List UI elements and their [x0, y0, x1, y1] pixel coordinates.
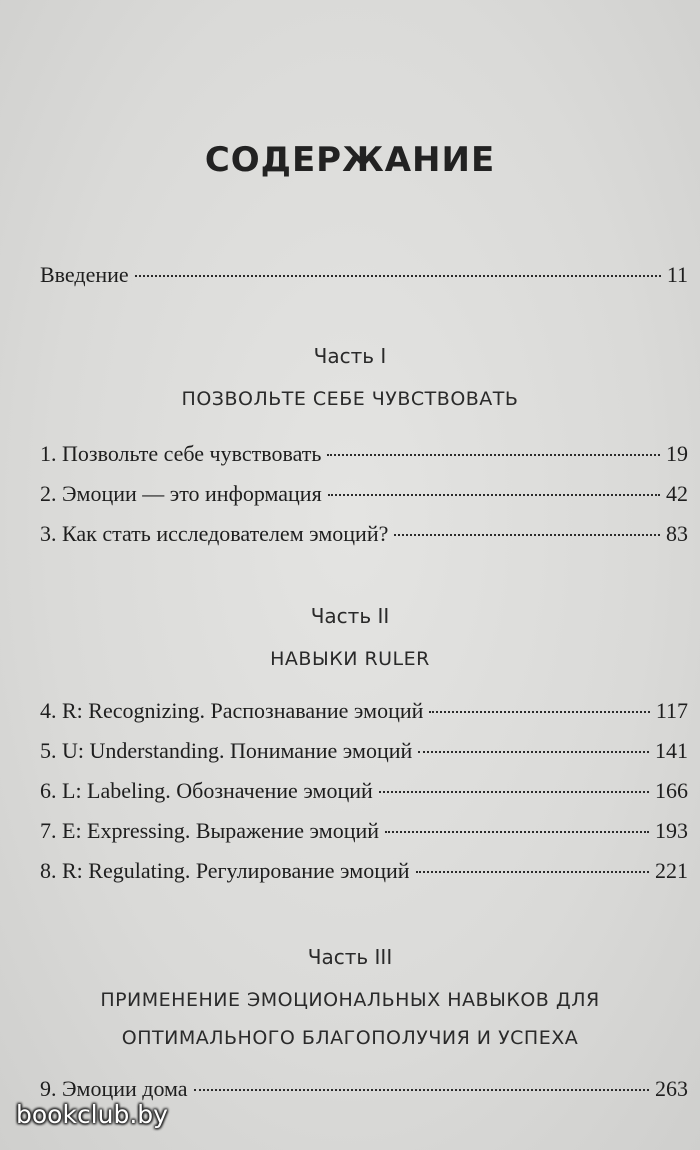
toc-entry-label: 6. L: Labeling. Обозначение эмоций: [40, 778, 373, 803]
part-title: ОПТИМАЛЬНОГО БЛАГОПОЛУЧИЯ И УСПЕХА: [121, 1027, 579, 1049]
dot-leader: [379, 791, 649, 793]
toc-entry: [40, 738, 688, 772]
toc-entry-label: Введение: [40, 262, 129, 287]
toc-entry-page: 193: [655, 818, 688, 843]
watermark-logo: bookclub.by: [16, 1100, 168, 1129]
toc-entry: [40, 521, 688, 555]
toc-entry-label: 3. Как стать исследователем эмоций?: [40, 521, 389, 546]
toc-entry-label: 2. Эмоции — это информация: [40, 481, 322, 506]
toc-entry-label: 9. Эмоции дома: [40, 1076, 188, 1101]
toc-entry: [40, 778, 688, 812]
toc-entry-page: 19: [666, 441, 688, 466]
toc-entry: [40, 481, 688, 515]
part-label: Часть I: [313, 344, 387, 368]
toc-entry: [40, 441, 688, 475]
toc-entry: [40, 698, 688, 732]
toc-entry-page: 221: [655, 858, 688, 883]
page-title: СОДЕРЖАНИЕ: [204, 140, 496, 180]
part-label: Часть III: [307, 945, 393, 969]
toc-entry-page: 141: [655, 738, 688, 763]
toc-entry-label: 7. E: Expressing. Выражение эмоций: [40, 818, 380, 843]
toc-entry-page: 11: [666, 262, 688, 287]
part-title: НАВЫКИ RULER: [270, 648, 430, 670]
toc-entry-label: 8. R: Regulating. Регулирование эмоций: [40, 858, 410, 883]
toc-entry-page: 83: [666, 521, 688, 546]
part-title: ПРИМЕНЕНИЕ ЭМОЦИОНАЛЬНЫХ НАВЫКОВ ДЛЯ: [100, 989, 600, 1011]
toc-entry-label: 1. Позвольте себе чувствовать: [40, 441, 322, 466]
dot-leader: [429, 711, 649, 713]
dot-leader: [416, 871, 649, 873]
toc-entry-page: 166: [655, 778, 688, 803]
part-label: Часть II: [310, 604, 390, 628]
toc-entry-page: 117: [655, 698, 688, 723]
toc-entry: [40, 858, 688, 892]
toc-entry-page: 42: [666, 481, 688, 506]
dot-leader: [385, 831, 649, 833]
dot-leader: [194, 1089, 649, 1091]
toc-entry-label: 4. R: Recognizing. Распознавание эмоций: [40, 698, 424, 723]
dot-leader: [328, 494, 660, 496]
toc-entry-label: 5. U: Understanding. Понимание эмоций: [40, 738, 413, 763]
part-title: ПОЗВОЛЬТЕ СЕБЕ ЧУВСТВОВАТЬ: [181, 388, 519, 410]
dot-leader: [135, 275, 661, 277]
dot-leader: [327, 454, 660, 456]
toc-entry-intro: [40, 262, 688, 296]
toc-entry: [40, 818, 688, 852]
dot-leader: [418, 751, 649, 753]
dot-leader: [394, 534, 660, 536]
toc-entry-page: 263: [655, 1076, 688, 1101]
